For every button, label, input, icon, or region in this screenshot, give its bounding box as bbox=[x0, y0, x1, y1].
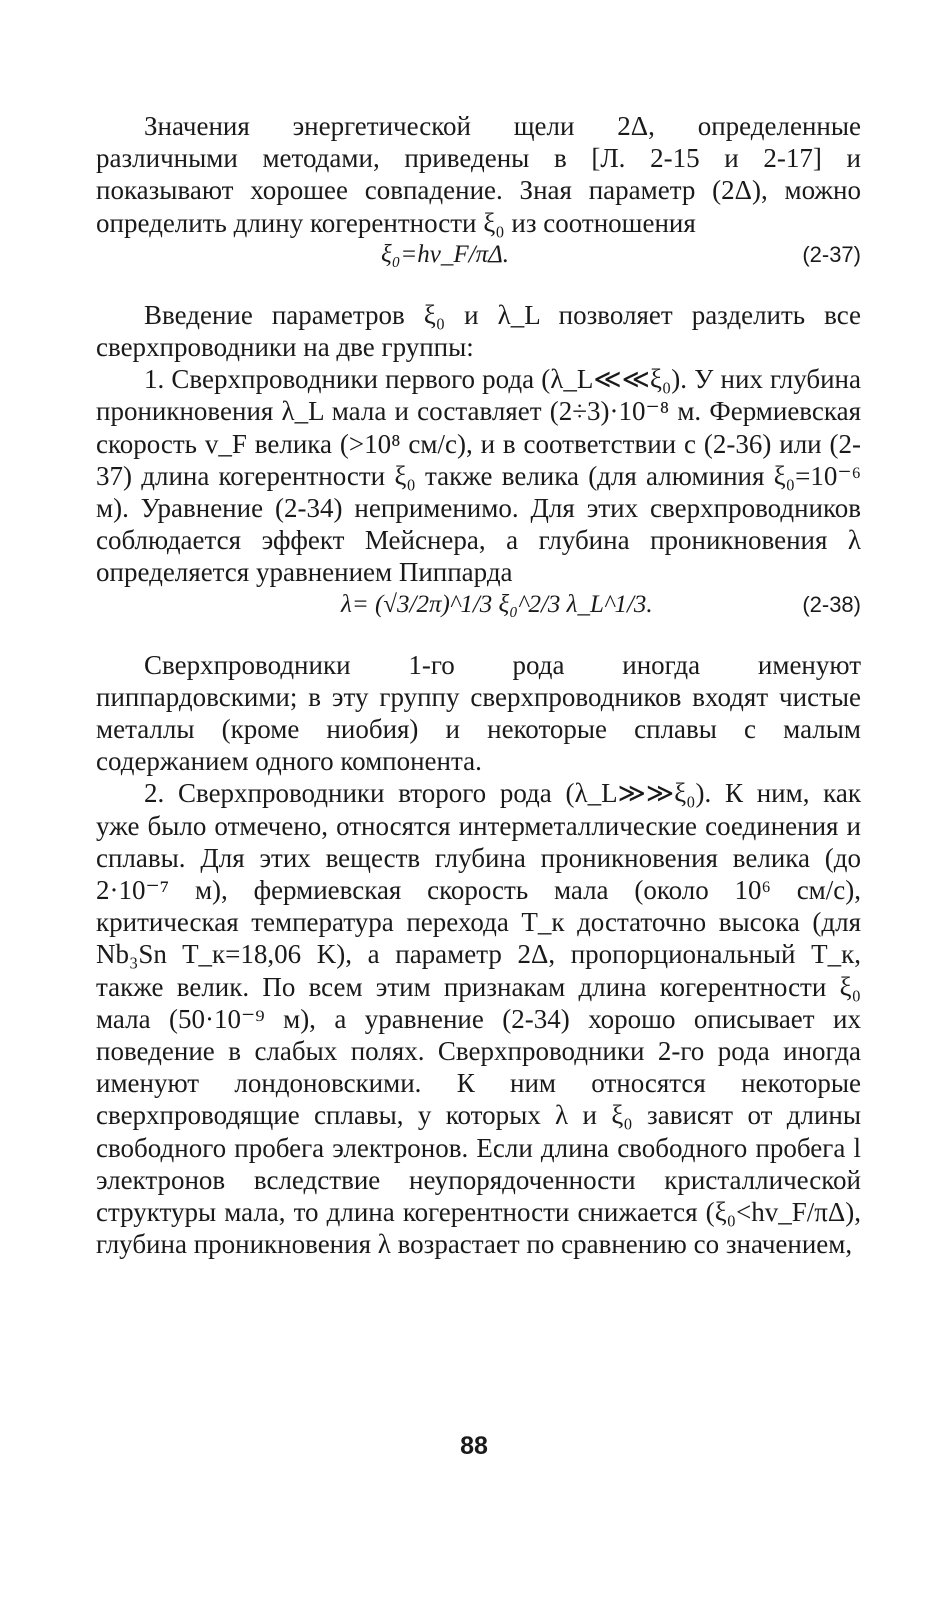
equation-formula: ξ₀=hv_F/πΔ. bbox=[381, 240, 510, 268]
paragraph-groups-intro: Введение параметров ξ₀ и λ_L позволяет разделить все сверхпроводники на две группы: bbox=[96, 299, 861, 363]
equation-2-37 bbox=[96, 239, 861, 283]
equation-formula: λ= (√3/2π)^1/3 ξ₀^2/3 λ_L^1/3. bbox=[341, 590, 653, 618]
equation-number: (2-38) bbox=[802, 591, 861, 617]
paragraph-energy-gap: Значения энергетической щели 2Δ, определенные различными методами, приведены в [Л. 2-15 и 2-17] и показывают хорошее совпадение. Зная параметр (2Δ), можно определить длину когерентности ξ₀ из соотношения bbox=[96, 111, 861, 238]
paragraph-type-one: 1. Сверхпроводники первого рода (λ_L≪≪ξ₀). У них глубина проникновения λ_L мала и составляет (2÷3)·10⁻⁸ м. Фермиевская скорость v_F велика (>10⁸ см/с), и в соответствии с (2-36) или (2-37) длина когерентности ξ₀ также велика (для алюминия ξ₀=10⁻⁶ м). Уравнение (2-34) неприменимо. Для этих сверхпроводников соблюдается эффект Мейснера, а глубина проникновения λ определяется уравнением Пиппарда bbox=[96, 364, 861, 588]
equation-2-38 bbox=[96, 589, 861, 633]
paragraph-type-two: 2. Сверхпроводники второго рода (λ_L≫≫ξ₀). К ним, как уже было отмечено, относятся интерметаллические соединения и сплавы. Для этих веществ глубина проникновения велика (до 2·10⁻⁷ м), фермиевская скорость мала (около 10⁶ см/с), критическая температура перехода T_к достаточно высока (для Nb₃Sn T_к=18,06 K), а параметр 2Δ, пропорциональный T_к, также велик. По всем этим признакам длина когерентности ξ₀ мала (50·10⁻⁹ м), а уравнение (2-34) хорошо описывает их поведение в слабых полях. Сверхпроводники 2-го рода иногда именуют лондоновскими. К ним относятся некоторые сверхпроводящие сплавы, у которых λ и ξ₀ зависят от длины свободного пробега электронов. Если длина свободного пробега l электронов вследствие неупорядоченности кристаллической структуры мала, то длина когерентности снижается (ξ₀<hv_F/πΔ), глубина проникновения λ возрастает по сравнению со значением, bbox=[96, 778, 861, 1260]
page-number: 88 bbox=[460, 1432, 488, 1460]
equation-number: (2-37) bbox=[802, 241, 861, 267]
text-column bbox=[96, 110, 861, 1261]
paragraph-pippard: Сверхпроводники 1-го рода иногда именуют пиппардовскими; в эту группу сверхпроводников входят чистые металлы (кроме ниобия) и некоторые сплавы с малым содержанием одного компонента. bbox=[96, 649, 861, 777]
